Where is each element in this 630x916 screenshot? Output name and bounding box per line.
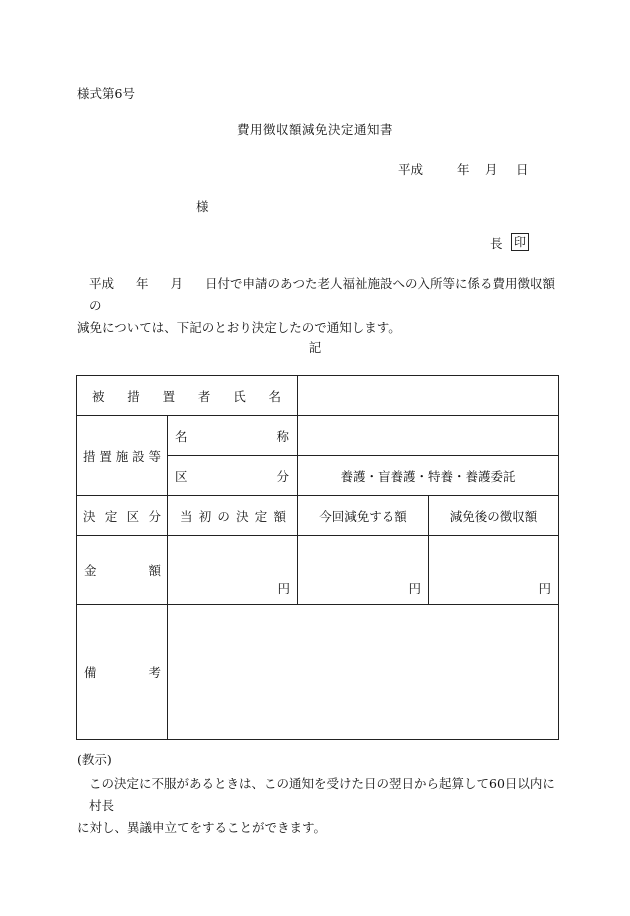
date-month: 月 [485,162,498,177]
reduction-amount-header: 今回減免する額 [298,496,429,536]
after-reduction-cell: 円 [429,536,559,605]
facility-name-field [298,416,559,456]
initial-amount-cell: 円 [168,536,298,605]
body-paragraph [77,273,557,339]
person-name-label: 被 措 置 者 氏 名 [77,376,298,416]
issuer-title: 長 [490,236,503,251]
notice-line-1: この決定に不服があるときは、この通知を受けた日の翌日から起算して60日以内に村長 [89,776,555,813]
seal-mark: 印 [511,233,529,251]
facility-name-label: 名 称 [168,416,298,456]
after-reduction-header: 減免後の徴収額 [429,496,559,536]
notice-body [77,773,557,839]
initial-amount-header: 当 初 の 決 定 額 [168,496,298,536]
form-number: 様式第6号 [77,86,135,101]
remarks-label: 備 考 [77,605,168,740]
body-line-2: 減免については、下記のとおり決定したので通知します。 [77,320,401,335]
decision-category-label: 決 定 区 分 [77,496,168,536]
body-line-1: 平成 年 月 日付で申請のあつた老人福祉施設への入所等に係る費用徴収額の [89,276,556,313]
notice-line-2: に対し、異議申立てをすることができます。 [77,820,327,835]
addressee-suffix: 様 [196,199,209,214]
reduction-amount-cell: 円 [298,536,429,605]
person-name-field [298,376,559,416]
date-day: 日 [516,162,529,177]
notice-heading: (教示) [77,752,112,767]
date-era: 平成 [398,162,424,177]
date-year: 年 [457,162,470,177]
ki-heading: 記 [308,340,322,355]
remarks-field [168,605,559,740]
reduction-form-table [76,375,559,740]
amount-label: 金 額 [77,536,168,605]
facility-category-label: 区 分 [168,456,298,496]
facility-category-value: 養護・盲養護・特養・養護委託 [298,456,559,496]
facility-label: 措 置 施 設 等 [77,416,168,496]
document-title: 費用徴収額減免決定通知書 [236,122,393,137]
